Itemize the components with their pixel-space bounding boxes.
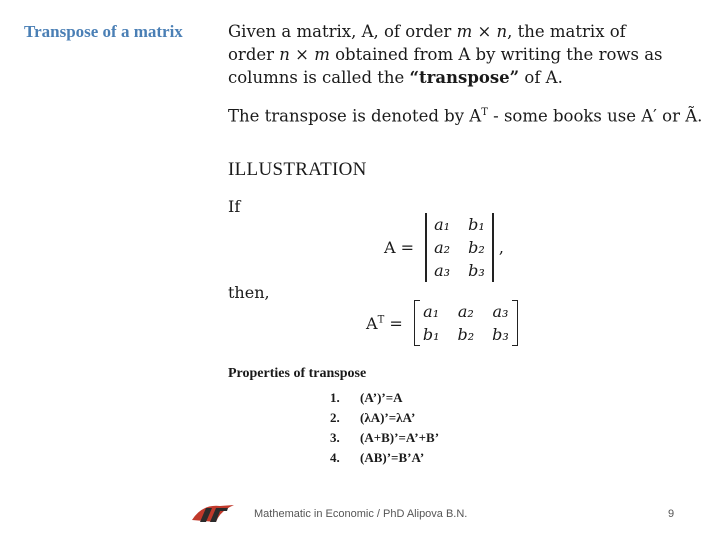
definition-line-1: Given a matrix, A, of order m × n, the matrix of [228, 22, 626, 41]
matrix-at-row: a₁ a₂ a₃ [423, 302, 509, 321]
definition-paragraph [228, 20, 663, 89]
illustration-heading: ILLUSTRATION [228, 159, 367, 180]
definition-line-3: columns is called the “transpose” of A. [228, 68, 563, 87]
matrix-a [425, 213, 494, 282]
university-logo-icon [190, 500, 236, 526]
notation-line: The transpose is denoted by $A^T$ - some books use A′ or Ã. [228, 106, 703, 126]
matrix-at [414, 300, 518, 346]
list-item: 1. (A’)’=A [330, 390, 403, 405]
matrix-a-row: a₃ b₃ [434, 261, 485, 280]
then-word: then, [228, 283, 270, 302]
matrix-at-equation [366, 300, 518, 346]
matrix-a-row: a₂ b₂ [434, 238, 485, 257]
footer-text: Mathematic in Economic / PhD Alipova B.N. [254, 508, 468, 520]
page-number: 9 [668, 508, 675, 520]
matrix-at-label: $A^T$ = [366, 313, 403, 333]
matrix-a-row: a₁ b₁ [434, 215, 485, 234]
properties-title: Properties of transpose [228, 366, 367, 381]
properties-list [330, 388, 439, 468]
list-item: 3. (A+B)’=A’+B’ [330, 430, 440, 445]
definition-line-2: order n × m obtained from A by writing the rows as [228, 45, 663, 64]
matrix-a-equation: A = a₁ b₁ a₂ b₂ a₃ b₃ , [384, 215, 504, 280]
if-word: If [228, 197, 241, 216]
list-item: 4. (AB)’=B’A’ [330, 450, 425, 465]
matrix-at-row: b₁ b₂ b₃ [422, 325, 509, 344]
list-item: 2. (λA)’=λA’ [330, 410, 416, 425]
matrix-a-label: A = [384, 238, 415, 257]
slide-title: Transpose of a matrix [24, 22, 183, 41]
